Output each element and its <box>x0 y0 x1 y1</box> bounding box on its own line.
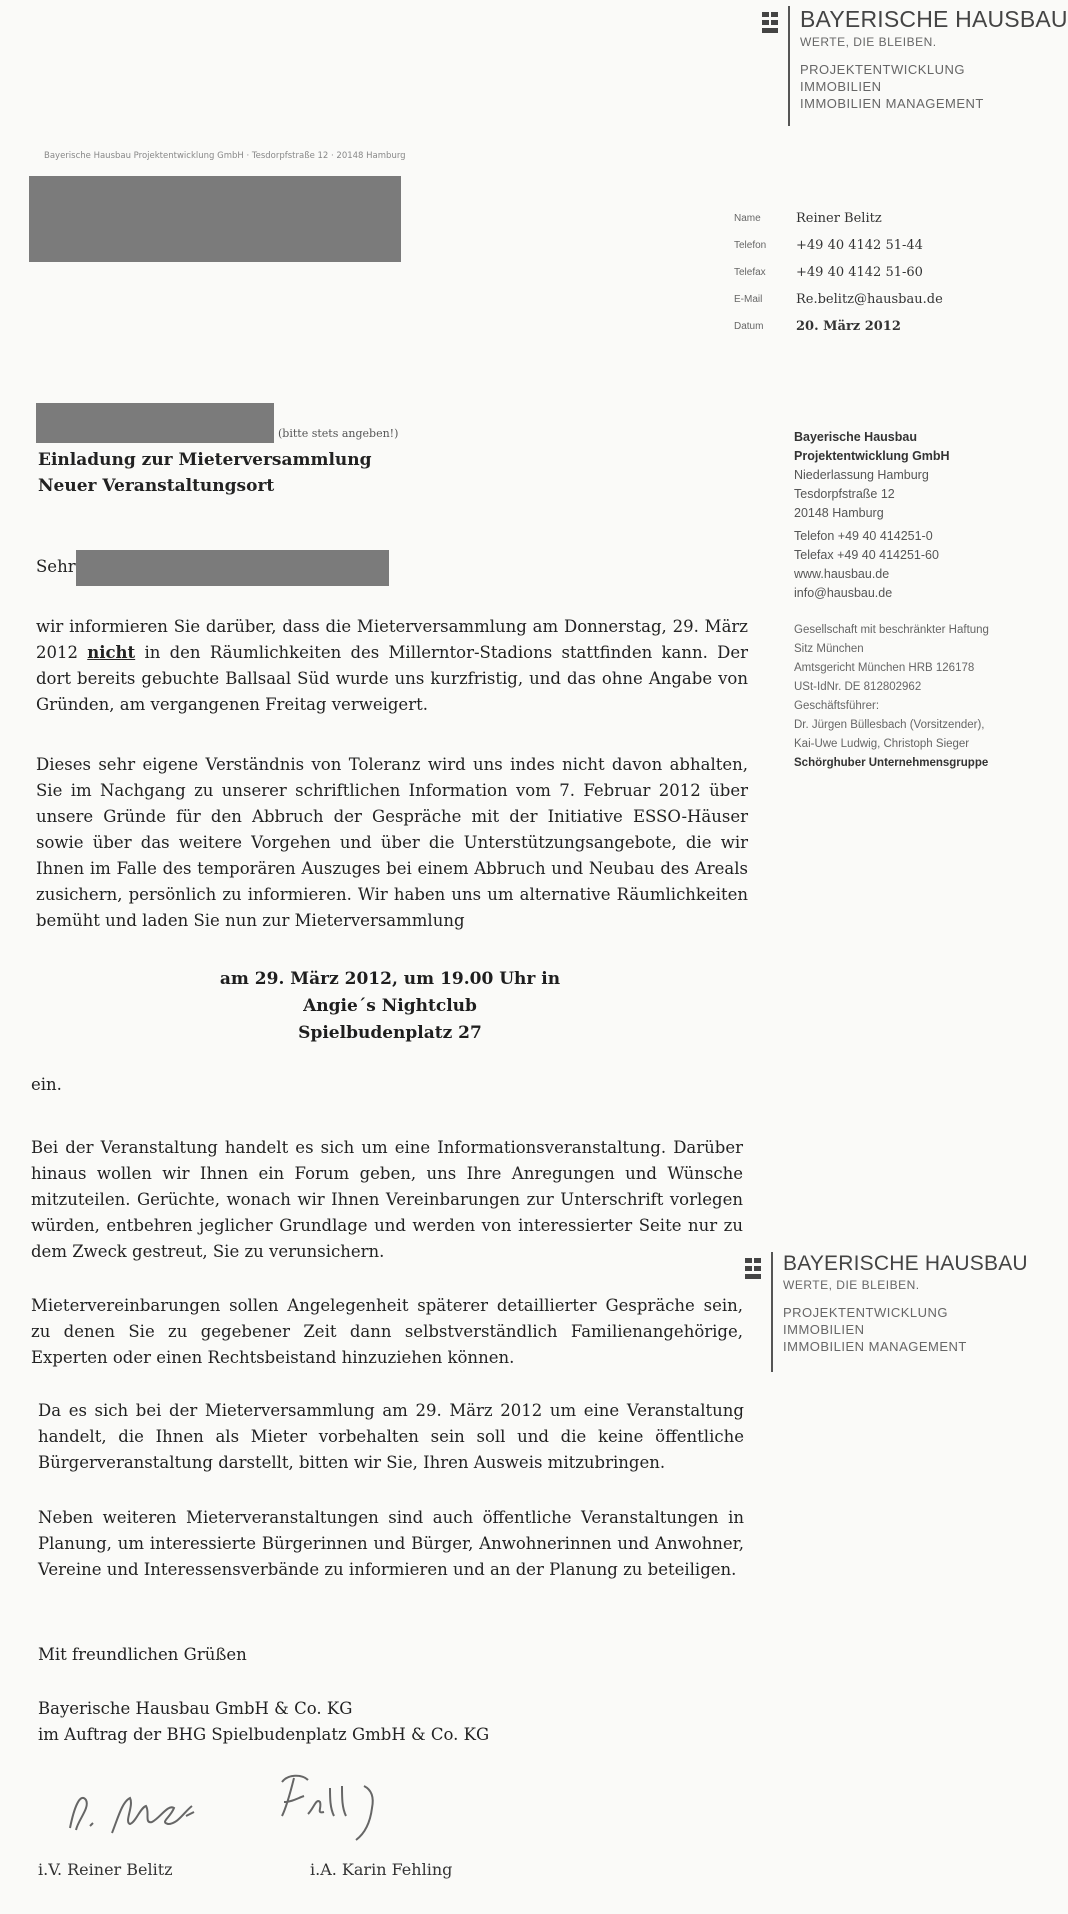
contact-row-email: E-Mail Re.belitz@hausbau.de <box>734 292 943 307</box>
contact-row-fax: Telefax +49 40 4142 51-60 <box>734 265 923 280</box>
redacted-name <box>76 550 389 586</box>
paragraph-6: Neben weiteren Mieterveranstaltungen sind auch öffentliche Veranstaltungen in Planung, um interessierte Bürgerinnen und Bürger, Anwohnerinnen und Anwohner, Vereine und Interessensverbände zu informieren und an der Planung zu beteiligen. <box>38 1508 744 1579</box>
paragraph-5: Da es sich bei der Mieterversammlung am 29. März 2012 um eine Veranstaltung handelt, die Ihnen als Mieter vorbehalten sein soll und die keine öffentliche Bürgerveranstaltung darstellt, bitten wir Sie, Ihren Ausweis mitzubringen. <box>38 1401 744 1472</box>
logo-division: IMMOBILIEN <box>783 1322 865 1337</box>
signature-fehling <box>268 1768 418 1848</box>
logo-division: PROJEKTENTWICKLUNG <box>783 1305 949 1320</box>
contact-row-name: Name Reiner Belitz <box>734 211 882 226</box>
logo-name: BAYERISCHE HAUSBAU <box>783 1252 1028 1275</box>
company-signature-block: Bayerische Hausbau GmbH & Co. KG im Auftrag der BHG Spielbudenplatz GmbH & Co. KG <box>38 1699 490 1744</box>
paragraph-4: Mietervereinbarungen sollen Angelegenheit späterer detaillierter Gespräche sein, zu denen Sie zu gegebener Zeit dann selbstverständlich Familienangehörige, Experten oder einen Rechtsbeistand hinzuziehen können. <box>31 1296 743 1367</box>
logo-division: IMMOBILIEN MANAGEMENT <box>783 1339 967 1354</box>
reference-note: (bitte stets angeben!) <box>278 427 399 440</box>
contact-block <box>734 205 943 340</box>
logo-division: IMMOBILIEN <box>800 79 882 94</box>
logo-division: PROJEKTENTWICKLUNG <box>800 62 966 77</box>
logo-claim: WERTE, DIE BLEIBEN. <box>800 35 937 49</box>
hausbau-logo-icon <box>762 6 778 40</box>
top-logo <box>762 6 1068 126</box>
sender-return-line: Bayerische Hausbau Projektentwicklung GmbH · Tesdorpfstraße 12 · 20148 Hamburg <box>44 151 406 161</box>
closing: Mit freundlichen Grüßen <box>38 1645 247 1664</box>
logo-name: BAYERISCHE HAUSBAU <box>800 6 1068 32</box>
paragraph-2: Dieses sehr eigene Verständnis von Toleranz wird uns indes nicht davon abhalten, Sie im Nachgang zu unserer schriftlichen Information vom 7. Februar 2012 über unsere Gründe für den Abbruch der Gespräche mit der Initiative ESSO-Häuser sowie über das weitere Vorgehen und über die Unterstützungsangebote, die wir Ihnen im Falle des temporären Auszuges bei einem Abbruch und Neubau des Areals zusichern, persönlich zu informieren. Wir haben uns um alternative Räumlichkeiten bemüht und laden Sie nun zur Mieterversammlung <box>36 755 748 930</box>
paragraph-1: wir informieren Sie darüber, dass die Mieterversammlung am Donnerstag, 29. März 2012 nicht in den Räumlichkeiten des Millerntor-Stadions stattfinden kann. Der dort bereits gebuchte Ballsaal Süd wurde uns kurzfristig, und das ohne Angabe von Gründen, am vergangenen Freitag verweigert. <box>36 617 748 714</box>
logo-division: IMMOBILIEN MANAGEMENT <box>800 96 984 111</box>
contact-row-phone: Telefon +49 40 4142 51-44 <box>734 238 923 253</box>
paragraph-3: Bei der Veranstaltung handelt es sich um eine Informationsveranstaltung. Darüber hinaus wollen wir Ihnen ein Forum geben, uns Ihre Anregungen und Wünsche mitzuteilen. Gerüchte, wonach wir Ihnen Vereinbarungen zur Unterschrift vorlegen würden, entbehren jeglicher Grundlage und werden von interessierter Seite nur zu dem Zweck gestreut, Sie zu verunsichern. <box>31 1138 743 1261</box>
contact-row-date: Datum 20. März 2012 <box>734 319 901 334</box>
logo-claim: WERTE, DIE BLEIBEN. <box>783 1278 920 1292</box>
redacted-address <box>29 176 401 262</box>
signatory-fehling: i.A. Karin Fehling <box>310 1860 453 1879</box>
hausbau-logo-icon <box>745 1252 761 1286</box>
subject: Einladung zur Mieterversammlung Neuer Veranstaltungsort <box>38 450 372 496</box>
signature-belitz <box>60 1778 220 1848</box>
redacted-reference <box>36 403 274 443</box>
signatory-belitz: i.V. Reiner Belitz <box>38 1860 173 1879</box>
ein: ein. <box>31 1075 62 1094</box>
salutation: Sehr <box>36 557 76 576</box>
sidebar-company-info: Bayerische Hausbau Projektentwicklung GmbH Niederlassung Hamburg Tesdorpfstraße 12 20148 Hamburg Telefon +49 40 414251-0 Telefax +49 40 414251-60 www.hausbau.de info@hausbau.de Gesellschaft mit beschränkter Haftung Sitz München Amtsgericht München HRB 126178 USt-IdNr. DE 812802962 Geschäftsführer: Dr. Jürgen Büllesbach (Vorsitzender), Kai-Uwe Ludwig, Christoph Sieger Schörghuber Unternehmensgruppe <box>794 430 989 769</box>
middle-logo <box>745 1252 1028 1372</box>
event-details: am 29. März 2012, um 19.00 Uhr in Angie´s Nightclub Spielbudenplatz 27 <box>219 969 561 1043</box>
